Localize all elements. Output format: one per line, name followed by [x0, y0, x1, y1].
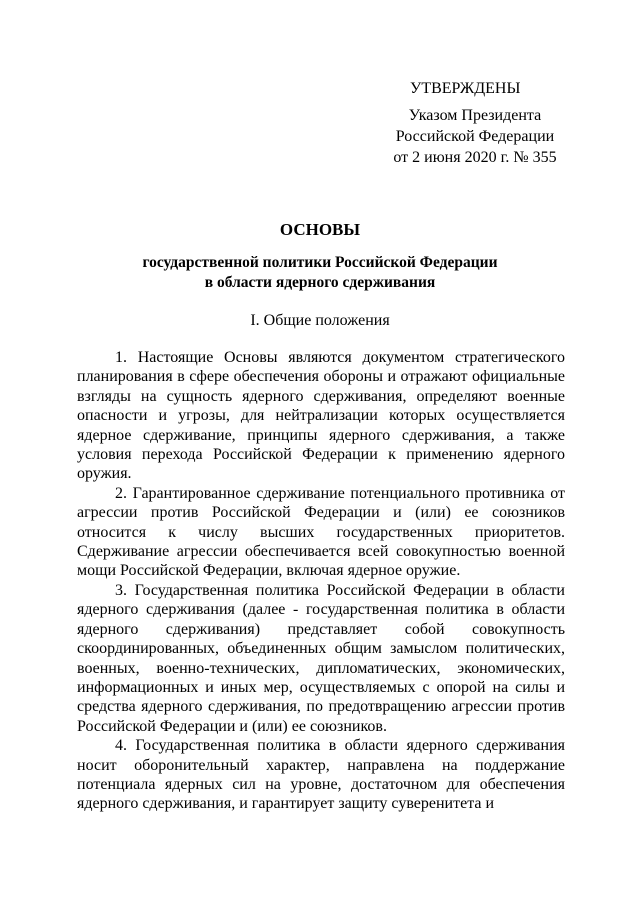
document-subtitle-line: в области ядерного сдерживания [204, 274, 436, 291]
paragraph: 3. Государственная политика Российской Федерации в области ядерного сдерживания (далее - государственная политика в области ядерного сдерживания) представляет собой совокупность скоординированных, объединенных общим замыслом политических, военных, военно-технических, дипломатических, экономических, информационных и иных мер, осуществляемых с опорой на силы и средства ядерного сдерживания, по предотвращению агрессии против Российской Федерации и (или) ее союзников. [77, 581, 565, 735]
section-heading: I. Общие положения [250, 312, 390, 329]
paragraph: 2. Гарантированное сдерживание потенциального противника от агрессии против Российской Федерации и (или) ее союзников относится к числу высших государственных приоритетов. Сдерживание агрессии обеспечивается всей совокупностью военной мощи Российской Федерации, включая ядерное оружие. [77, 484, 565, 580]
document-title: ОСНОВЫ [279, 220, 361, 239]
document-subtitle-line: государственной политики Российской Федерации [142, 254, 498, 271]
approval-line: Указом Президента [408, 107, 542, 124]
approval-heading: УТВЕРЖДЕНЫ [410, 80, 521, 97]
approval-line: от 2 июня 2020 г. № 355 [393, 149, 557, 166]
approval-stamp [380, 78, 570, 168]
paragraph: 4. Государственная политика в области ядерного сдерживания носит оборонительный характер, направлена на поддержание потенциала ядерных сил на уровне, достаточном для обеспечения ядерного сдерживания, и гарантирует защиту суверенитета и [77, 737, 565, 813]
document-title-block [60, 219, 580, 293]
approval-line: Российской Федерации [395, 128, 555, 145]
document-body [77, 348, 565, 814]
paragraph: 1. Настоящие Основы являются документом стратегического планирования в сфере обеспечения обороны и отражают официальные взгляды на сущность ядерного сдерживания, определяют военные опасности и угрозы, для нейтрализации которых осуществляется ядерное сдерживание, принципы ядерного сдерживания, а также условия перехода Российской Федерации к применению ядерного оружия. [77, 349, 565, 483]
